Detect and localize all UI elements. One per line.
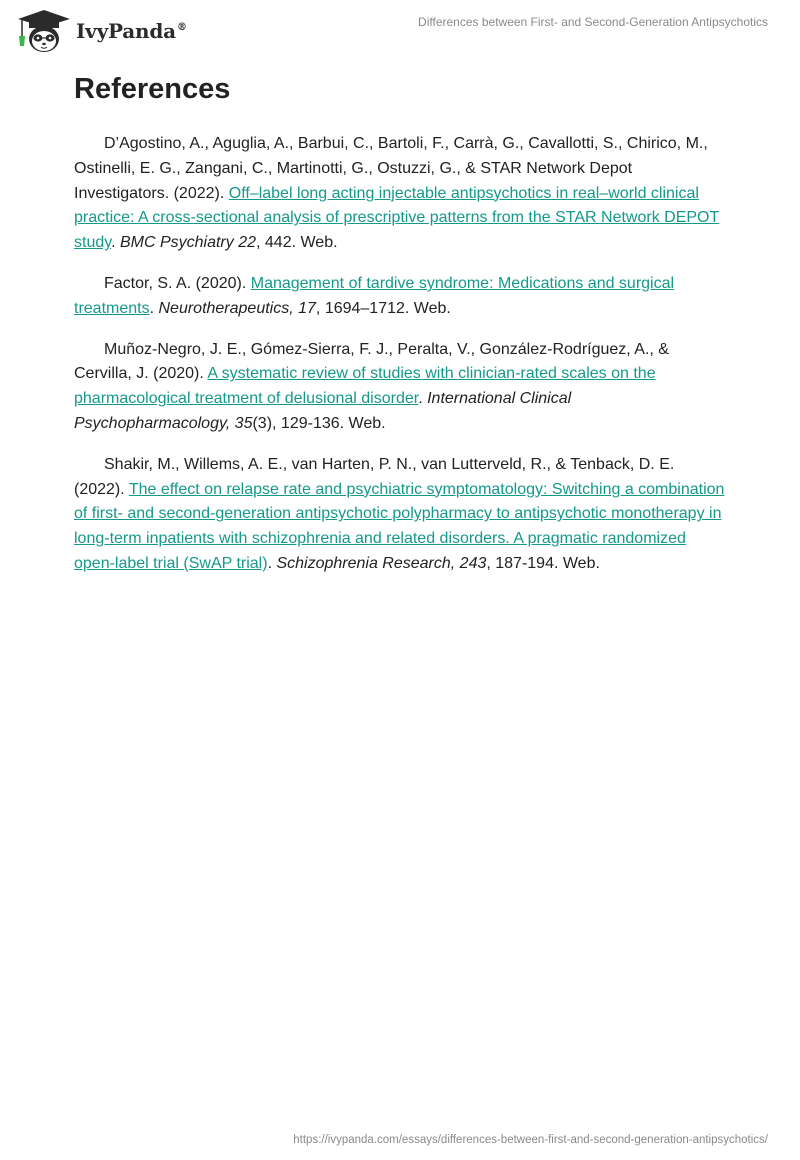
brand-name-text: IvyPanda bbox=[76, 19, 176, 43]
reference-punct: . bbox=[149, 299, 159, 317]
reference-journal: Schizophrenia Research, 243 bbox=[276, 554, 487, 572]
reference-entry bbox=[74, 132, 726, 256]
source-url[interactable]: https://ivypanda.com/essays/differences-between-first-and-second-generation-antipsychotics/ bbox=[293, 1134, 768, 1146]
reference-authors: Muñoz-Negro, J. E., Gómez-Sierra, F. J., Peralta, V., González-Rodríguez, A., & Cervilla, J. (2020). bbox=[74, 340, 669, 383]
brand-name bbox=[76, 19, 187, 43]
reference-punct: . bbox=[111, 234, 120, 252]
reference-authors: D’Agostino, A., Aguglia, A., Barbui, C., Bartoli, F., Carrà, G., Cavallotti, S., Chirico, M., Ostinelli, E. G., Zangani, C., Martinotti, G., Ostuzzi, G., & STAR Network Depot Investigators. (2022). bbox=[74, 135, 708, 202]
reference-link[interactable]: A systematic review of studies with clinician-rated scales on the pharmacological treatment of delusional disorder bbox=[74, 365, 656, 408]
reference-link[interactable]: Off–label long acting injectable antipsychotics in real–world clinical practice: A cross-sectional analysis of prescriptive patterns from the STAR Network DEPOT study bbox=[74, 184, 720, 252]
reference-details: , 1694–1712. Web. bbox=[315, 299, 451, 317]
panda-graduate-icon bbox=[14, 8, 74, 54]
reference-journal: BMC Psychiatry 22 bbox=[119, 234, 256, 252]
reference-link[interactable]: The effect on relapse rate and psychiatric symptomatology: Switching a combination of first- and second-generation antipsychotic polypharmacy to antipsychotic monotherapy in long-term inpatients with schizophrenia and related disorders. A pragmatic randomized open-label trial (SwAP trial) bbox=[74, 480, 725, 572]
reference-punct: . bbox=[267, 554, 277, 572]
document-title: Differences between First- and Second-Generation Antipsychotics bbox=[418, 15, 768, 29]
reference-entry bbox=[74, 453, 726, 577]
reference-entry bbox=[74, 338, 726, 437]
reference-authors: Factor, S. A. (2020). bbox=[104, 274, 251, 292]
reference-entry bbox=[74, 272, 726, 322]
reference-list bbox=[74, 132, 726, 593]
reference-details: , 187-194. Web. bbox=[486, 554, 600, 572]
reference-details: (3), 129-136. Web. bbox=[252, 414, 386, 432]
reference-punct: . bbox=[418, 390, 428, 408]
registered-mark: ® bbox=[176, 22, 187, 34]
ivypanda-logo[interactable] bbox=[14, 8, 187, 54]
reference-details: , 442. Web. bbox=[256, 234, 338, 252]
reference-link[interactable]: Management of tardive syndrome: Medications and surgical treatments bbox=[74, 274, 675, 317]
page-title: References bbox=[74, 73, 231, 105]
page-header bbox=[0, 0, 800, 60]
reference-journal: Neurotherapeutics, 17 bbox=[158, 299, 316, 317]
reference-authors: Shakir, M., Willems, A. E., van Harten, P. N., van Lutterveld, R., & Tenback, D. E. (2022). bbox=[74, 455, 675, 498]
reference-journal: International Clinical Psychopharmacology, 35 bbox=[74, 390, 572, 432]
